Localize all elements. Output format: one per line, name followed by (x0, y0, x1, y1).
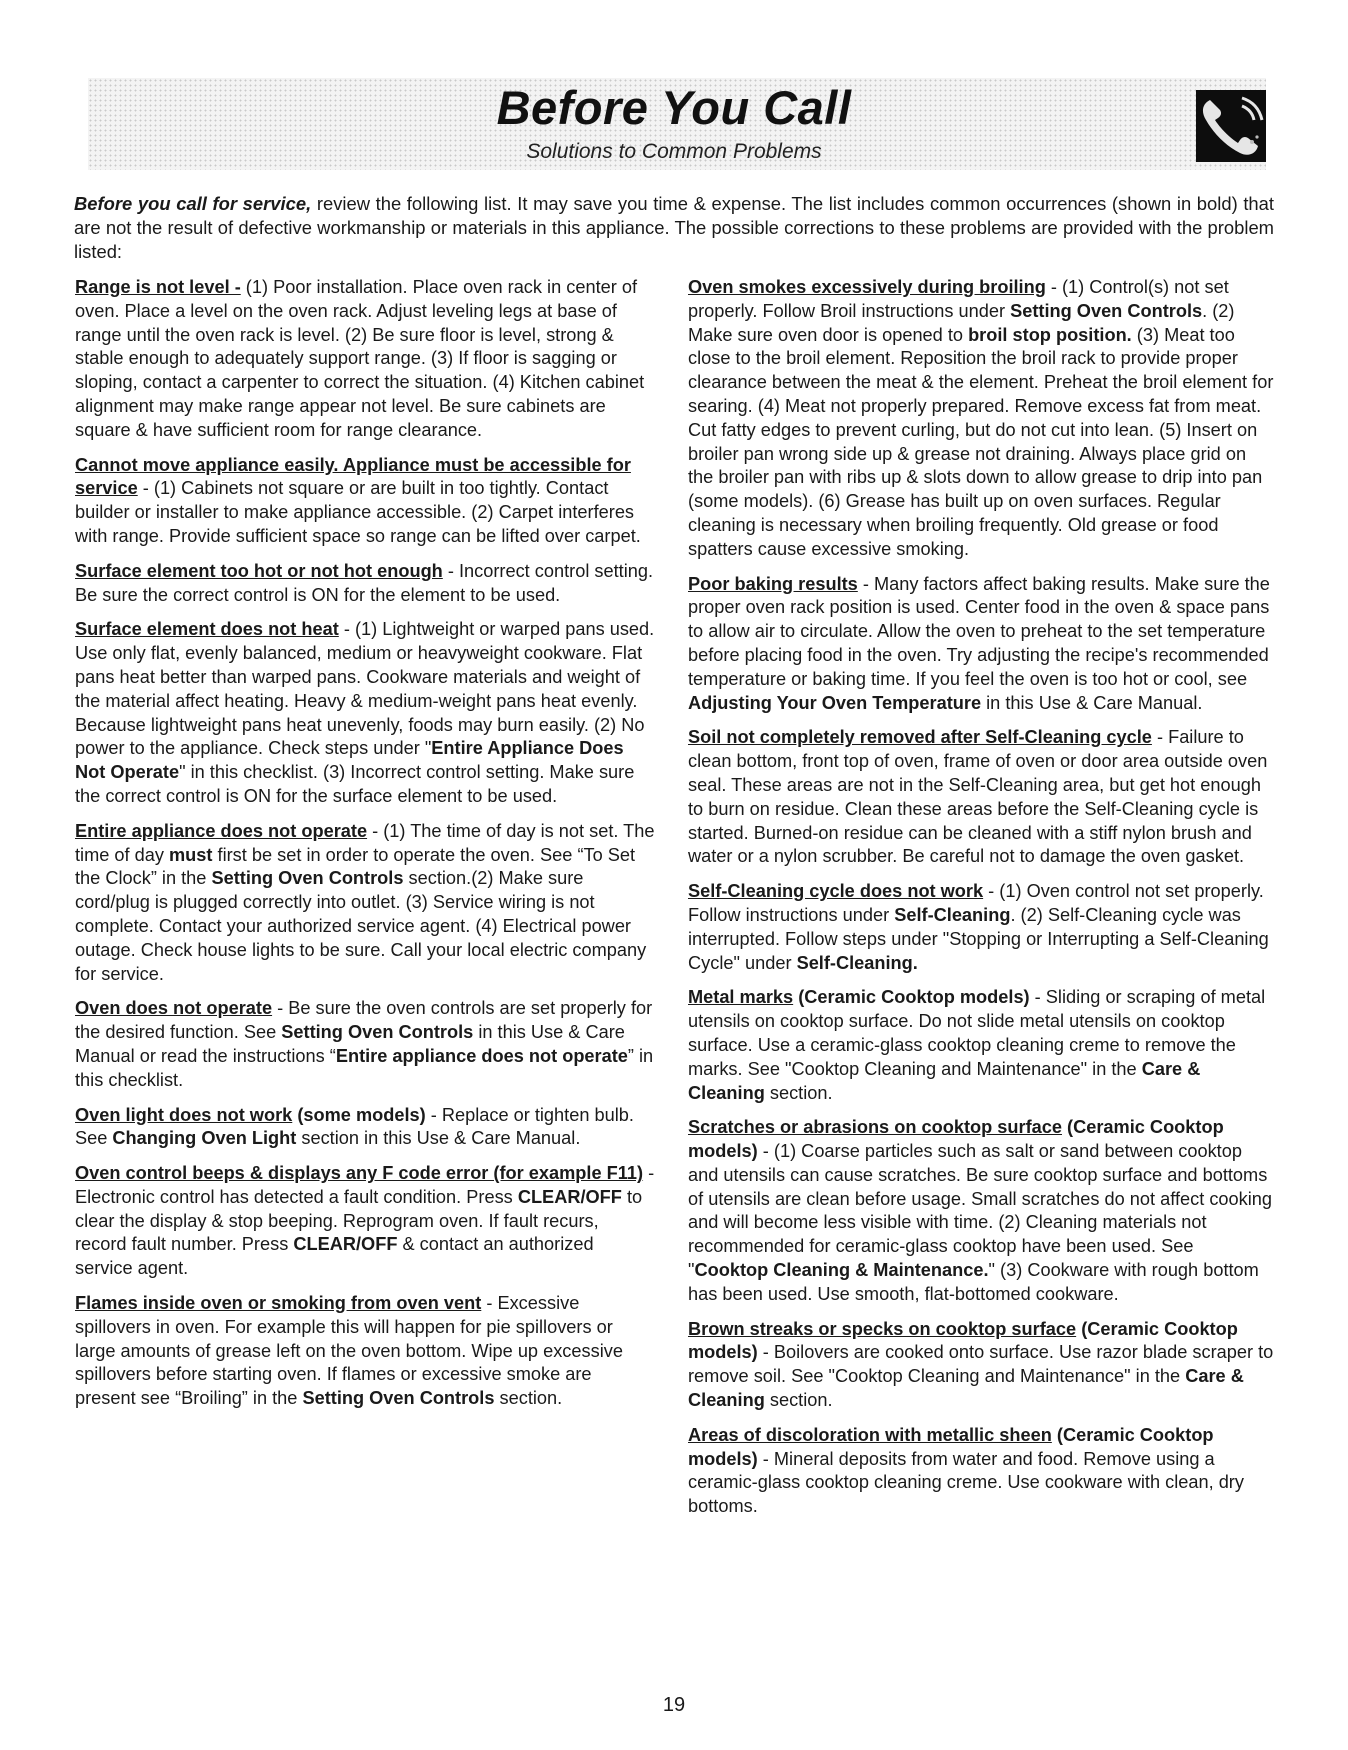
solution-text: - (1) Control(s) not set properly. Follow Broil instructions under (688, 277, 1229, 321)
solution-text: & contact an authorized service agent. (75, 1234, 594, 1279)
problem-title: Self-Cleaning cycle does not work (688, 881, 984, 902)
problem-title: Oven smokes excessively during broiling (688, 277, 1046, 297)
solution-text: - (1) Lightweight or warped pans used. Use only flat, evenly balanced, medium or heavyweight cookware. Flat pans heat better than warped pans. Cookware materials and weight of the material affect heating. Heavy & medium-weight pans heat evenly. Because lightweight pans heat unevenly, foods may burn easily. (2) No power to the appliance. Check steps under " (75, 619, 655, 759)
solution-text: " (3) Cookware with rough bottom has been used. Use smooth, flat-bottomed cookware. (688, 1260, 1259, 1304)
solution-text: section. (764, 1082, 833, 1103)
bold-reference: Self-Cleaning. (796, 952, 918, 973)
problem-title: Areas of discoloration with metallic sheen (688, 1424, 1052, 1445)
solution-text: - (1) Cabinets not square or are built in too tightly. Contact builder or installer to make appliance accessible. (2) Carpet interferes with range. Provide sufficient space so range can be lifted over carpet. (75, 478, 641, 546)
right-column (688, 276, 1274, 1530)
solution-text: section in this Use & Care Manual. (296, 1128, 581, 1149)
solution-text: - Sliding or scraping of metal utensils on cooktop surface. Do not slide metal utensils on cooktop surface. Use a ceramic-glass cooktop cleaning creme to remove the marks. See "Cooktop Cleaning and Maintenance" in the (688, 987, 1266, 1079)
bold-reference: (Ceramic Cooktop models) (793, 987, 1030, 1008)
solution-text: - (1) Oven control not set properly. Follow instructions under (688, 881, 1264, 925)
bold-reference: Changing Oven Light (112, 1128, 297, 1149)
problem-entry (75, 560, 655, 608)
bold-reference: (Ceramic Cooktop models) (688, 1424, 1214, 1469)
solution-text: - Many factors affect baking results. Make sure the proper oven rack position is used. Center food in the oven & space pans to allow air to circulate. Allow the oven to preheat to the set temperature before placing food in the oven. Try adjusting the recipe's recommended temperature or baking time. If you feel the oven is too hot or cool, see (688, 573, 1270, 689)
problem-entry (688, 726, 1274, 869)
solution-text: - Electronic control has detected a fault condition. Press (75, 1163, 655, 1207)
bold-reference: (some models) (292, 1104, 426, 1125)
bold-reference: Self-Cleaning (894, 904, 1011, 925)
solution-text: - Excessive spillovers in oven. For example this will happen for pie spillovers or large amounts of grease left on the oven bottom. Wipe up excessive spillovers before starting oven. If flames or excessive smoke are present see “Broiling” in the (75, 1293, 623, 1409)
bold-reference: Setting Oven Controls (302, 1388, 495, 1409)
intro-text: review the following list. It may save you time & expense. The list includes common occurrences (shown in bold) that are not the result of defective workmanship or materials in this appliance. The possible corrections to these problems are provided with the problem listed: (74, 193, 1275, 262)
problem-entry (688, 986, 1274, 1105)
solution-text: - Failure to clean bottom, front top of oven, frame of oven or door area outside oven seal. These areas are not in the Self-Cleaning area, but get hot enough to burn on residue. Clean these areas before the Self-Cleaning cycle is started. Burned-on residue can be cleaned with a stiff nylon brush and water or a nylon scrubber. Be careful not to damage the oven gasket. (688, 727, 1268, 867)
problem-title: Range is not level - (75, 277, 241, 297)
solution-text: - Mineral deposits from water and food. Remove using a ceramic-glass cooktop cleaning creme. Use cookware with clean, dry bottoms. (688, 1448, 1244, 1517)
problem-entry (688, 1424, 1274, 1519)
solution-text: . (2) Self-Cleaning cycle was interrupted. Follow steps under "Stopping or Interrupting a Self-Cleaning Cycle" under (688, 904, 1269, 973)
solution-text: " in this checklist. (3) Incorrect control setting. Make sure the correct control is ON for the surface element to be used. (75, 762, 635, 806)
bold-reference: Cooktop Cleaning & Maintenance. (694, 1260, 989, 1281)
bold-reference: Entire appliance does not operate (335, 1045, 628, 1066)
bold-reference: (Ceramic Cooktop models) (688, 1117, 1224, 1162)
solution-text: in this Use & Care Manual or read the instructions “ (75, 1022, 625, 1066)
solution-text: - Incorrect control setting. Be sure the correct control is ON for the element to be used. (75, 560, 654, 605)
problem-entry (75, 820, 655, 987)
problem-title: Poor baking results (688, 573, 858, 594)
problem-entry (75, 1292, 655, 1411)
problem-title: Oven control beeps & displays any F code error (for example F11) (75, 1163, 644, 1184)
bold-reference: Entire Appliance Does Not Operate (75, 738, 624, 783)
solution-text: section.(2) Make sure cord/plug is plugged correctly into outlet. (3) Service wiring is not complete. Contact your authorized service agent. (4) Electrical power outage. Check house lights to be sure. Call your local electric company for service. (75, 868, 647, 984)
solution-text: - Be sure the oven controls are set properly for the desired function. See (75, 998, 653, 1043)
left-column (75, 276, 655, 1422)
problem-title: Oven does not operate (75, 998, 273, 1019)
problem-entry (688, 880, 1274, 975)
problem-title: Brown streaks or specks on cooktop surface (688, 1318, 1077, 1339)
solution-text: - Replace or tighten bulb. See (75, 1104, 634, 1149)
problem-entry (75, 276, 655, 443)
page-subtitle: Solutions to Common Problems (526, 140, 822, 163)
problem-entry (75, 618, 655, 808)
bold-reference: must (169, 844, 213, 865)
intro-lead: Before you call for service, (74, 193, 312, 214)
bold-reference: Care & Cleaning (688, 1366, 1244, 1411)
problem-title: Soil not completely removed after Self-Cleaning cycle (688, 727, 1152, 748)
intro-paragraph (74, 192, 1274, 264)
bold-reference: (Ceramic Cooktop models) (688, 1318, 1238, 1363)
problem-title: Cannot move appliance easily. Appliance must be accessible for service (75, 454, 631, 499)
solution-text: section. (764, 1390, 833, 1411)
solution-text: - Boilovers are cooked onto surface. Use razor blade scraper to remove soil. See "Cooktop Cleaning and Maintenance" in the (688, 1342, 1274, 1387)
bold-reference: CLEAR/OFF (517, 1186, 622, 1207)
solution-text: (3) Meat too close to the broil element. Reposition the broil rack to provide proper clearance between the meat & the element. Preheat the broil element for searing. (4) Meat not properly prepared. Remove excess fat from meat. Cut fatty edges to prevent curling, but do not cut into lean. (5) Insert on broiler pan wrong side up & grease not draining. Always place grid on the broiler pan with ribs up & slots down to allow grease to drip into pan (some models). (6) Grease has built up on oven surfaces. Regular cleaning is necessary when broiling frequently. Old grease or food spatters cause excessive smoking. (688, 324, 1274, 559)
solution-text: - (1) Coarse particles such as salt or sand between cooktop and utensils can cause scratches. Be sure cooktop surface and bottoms of utensils are clean before usage. Small scratches do not affect cooking and will become less visible with time. (2) Cleaning materials not recommended for ceramic-glass cooktop have been used. See " (688, 1141, 1273, 1281)
problem-entry (75, 997, 655, 1092)
problem-entry (688, 1116, 1274, 1306)
problem-title: Metal marks (688, 987, 794, 1008)
bold-reference: broil stop position. (968, 324, 1132, 345)
bold-reference: Setting Oven Controls (281, 1022, 474, 1043)
solution-text: in this Use & Care Manual. (981, 692, 1203, 713)
problem-entry (688, 573, 1274, 716)
solution-text: (1) Poor installation. Place oven rack in center of oven. Place a level on the oven rack. Adjust leveling legs at base of range until the oven rack is level. (2) Be sure floor is level, strong & stable enough to adequately support range. (3) If floor is sagging or sloping, contact a carpenter to correct the situation. (4) Kitchen cabinet alignment may make range appear not level. Be sure cabinets are square & have sufficient room for range clearance. (75, 277, 645, 440)
problem-title: Surface element does not heat (75, 619, 339, 640)
solution-text: first be set in order to operate the oven. See “To Set the Clock” in the (75, 844, 636, 889)
problem-title: Entire appliance does not operate (75, 820, 368, 841)
solution-text: ” in this checklist. (75, 1045, 654, 1090)
problem-entry (688, 276, 1274, 562)
solution-text: - (1) The time of day is not set. The time of day (75, 820, 655, 865)
problem-title: Oven light does not work (75, 1104, 293, 1125)
bold-reference: Setting Oven Controls (211, 868, 404, 889)
solution-text: to clear the display & stop beeping. Reprogram oven. If fault recurs, record fault number. Press (75, 1186, 643, 1255)
problem-entry (75, 1162, 655, 1281)
problem-entry (75, 1104, 655, 1152)
page-title: Before You Call (496, 81, 852, 134)
phone-handset-icon (1196, 90, 1266, 162)
bold-reference: Adjusting Your Oven Temperature (688, 692, 982, 713)
bold-reference: CLEAR/OFF (293, 1234, 398, 1255)
problem-title: Surface element too hot or not hot enough (75, 560, 443, 581)
solution-text: . (2) Make sure oven door is opened to (688, 300, 1235, 345)
page-number: 19 (662, 1694, 686, 1716)
bold-reference: Setting Oven Controls (1010, 300, 1203, 321)
problem-entry (688, 1318, 1274, 1413)
problem-title: Scratches or abrasions on cooktop surface (688, 1117, 1062, 1138)
solution-text: section. (494, 1388, 563, 1409)
problem-entry (75, 454, 655, 549)
bold-reference: Care & Cleaning (688, 1058, 1201, 1103)
problem-title: Flames inside oven or smoking from oven vent (75, 1293, 482, 1314)
